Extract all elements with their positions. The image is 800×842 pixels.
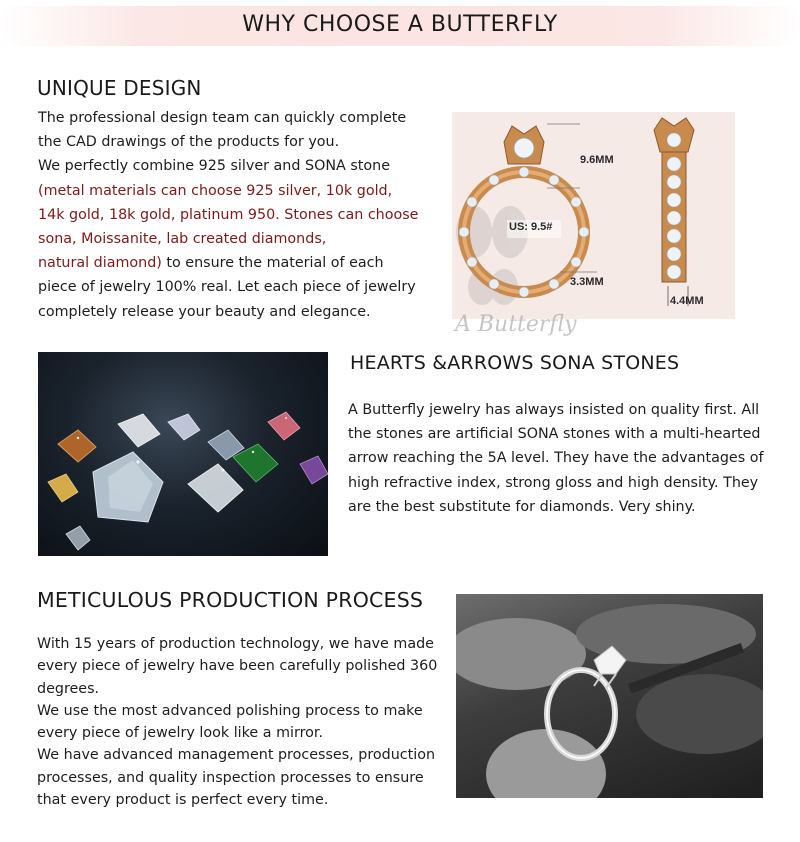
text-line: high refractive index, strong gloss and high density. They xyxy=(348,474,759,491)
text-line: that every product is perfect every time. xyxy=(37,792,329,809)
text-fragment: to ensure the material of each xyxy=(161,255,384,272)
jeweler-crafting-photo xyxy=(456,594,763,798)
production-text xyxy=(37,633,447,811)
materials-line: natural diamond) xyxy=(38,255,162,272)
dimension-width-label: 4.4MM xyxy=(670,295,704,307)
text-line: arrow reaching the 5A level. They have the advantages of xyxy=(348,450,764,467)
materials-line: sona, Moissanite, lab created diamonds, xyxy=(38,231,327,248)
ring-cad-image xyxy=(452,112,735,319)
text-line: processes, and quality inspection processes to ensure xyxy=(37,769,424,786)
text-line: The professional design team can quickly complete xyxy=(38,110,407,126)
text-line: every piece of jewelry look like a mirror. xyxy=(37,725,324,742)
text-line-mixed xyxy=(38,251,438,275)
page-title: WHY CHOOSE A BUTTERFLY xyxy=(242,12,558,37)
ring-side-view xyxy=(654,118,694,306)
dimension-band-label: 3.3MM xyxy=(570,276,604,288)
text-line: every piece of jewelry have been carefully polished 360 xyxy=(37,658,438,675)
section-title-production: METICULOUS PRODUCTION PROCESS xyxy=(37,588,424,612)
text-line: We use the most advanced polishing process to make xyxy=(37,702,423,719)
text-line: We perfectly combine 925 silver and SONA stone xyxy=(38,158,390,175)
gemstones-photo xyxy=(38,352,328,556)
text-line: With 15 years of production technology, we have made xyxy=(37,636,434,652)
unique-design-text xyxy=(38,106,438,324)
stones-text xyxy=(348,398,778,519)
text-line: degrees. xyxy=(37,680,100,697)
materials-line: 14k gold, 18k gold, platinum 950. Stones can choose xyxy=(38,206,419,223)
text-line: the stones are artificial SONA stones with a multi-hearted xyxy=(348,426,761,443)
brand-watermark: A Butterfly xyxy=(455,312,577,337)
text-line: A Butterfly jewelry has always insisted on quality first. All xyxy=(348,402,760,418)
section-title-unique-design: UNIQUE DESIGN xyxy=(37,76,202,100)
dimension-height-label: 9.6MM xyxy=(580,154,614,166)
section-title-stones: HEARTS &ARROWS SONA STONES xyxy=(350,352,680,374)
gemstones-illustration xyxy=(38,352,328,556)
text-line: completely release your beauty and elegance. xyxy=(38,303,371,320)
text-line: the CAD drawings of the products for you. xyxy=(38,134,340,151)
text-line: piece of jewelry 100% real. Let each piece of jewelry xyxy=(38,279,416,296)
craft-illustration xyxy=(456,594,763,798)
ring-size-label: US: 9.5# xyxy=(509,221,553,233)
text-line: are the best substitute for diamonds. Very shiny. xyxy=(348,498,696,515)
materials-line: (metal materials can choose 925 silver, 10k gold, xyxy=(38,182,393,199)
text-line: We have advanced management processes, production xyxy=(37,747,436,764)
